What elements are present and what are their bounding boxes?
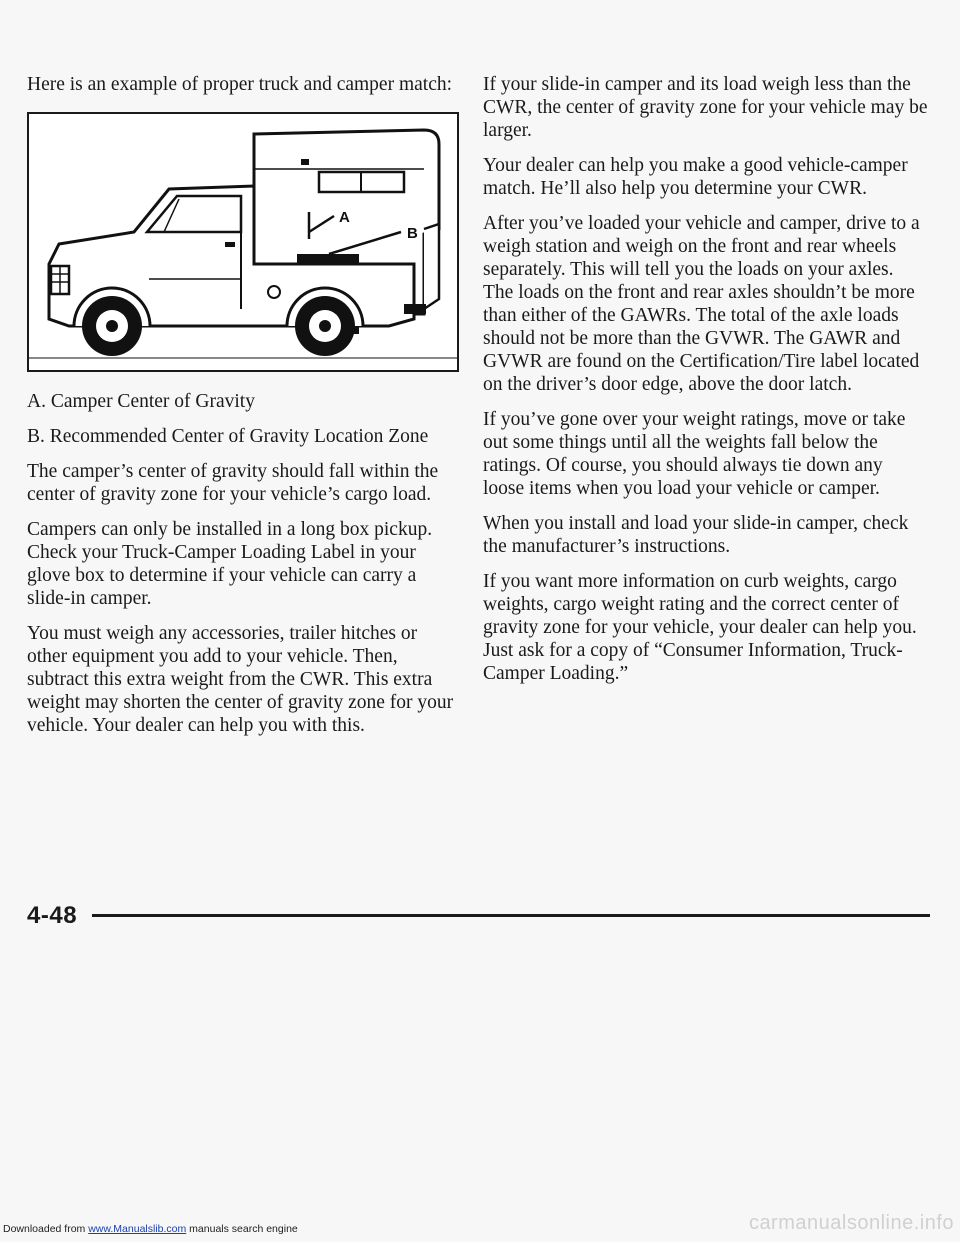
download-footer xyxy=(3,1223,298,1235)
right-paragraph: If you want more information on curb weights, cargo weights, cargo weight rating and the correct center of gravity zone for your vehicle, your dealer can help you. Just ask for a copy of “Consumer Information, Truck-Camper Loading.” xyxy=(483,571,917,684)
label-a: A xyxy=(339,209,350,226)
footer-prefix: Downloaded from xyxy=(3,1223,89,1235)
manualslib-link[interactable]: www.Manualslib.com xyxy=(88,1223,187,1235)
right-paragraph: After you’ve loaded your vehicle and camper, drive to a weigh station and weigh on the front and rear wheels separately. This will tell you the loads on your axles. The loads on the front and rear axles shouldn’t be more than either of the GAWRs. The total of the axle loads should not be more than the GVWR. The GAWR and GVWR are found on the Certification/Tire label located on the driver’s door edge, above the door latch. xyxy=(483,213,920,395)
left-paragraph: Campers can only be installed in a long box pickup. Check your Truck-Camper Loading Label in your glove box to determine if your vehicle can carry a slide-in camper. xyxy=(27,519,433,609)
truck-camper-drawing xyxy=(29,114,457,370)
left-paragraph: The camper’s center of gravity should fall within the center of gravity zone for your vehicle’s cargo load. xyxy=(27,461,439,505)
caption-a: A. Camper Center of Gravity xyxy=(27,391,255,412)
page-rule xyxy=(92,914,930,917)
right-paragraph: If you’ve gone over your weight ratings, move or take out some things until all the weights fall below the ratings. Of course, you should always tie down any loose items when you load your vehicle or camper. xyxy=(483,409,906,499)
left-column xyxy=(27,73,462,749)
truck-camper-illustration xyxy=(27,112,459,372)
watermark: carmanualsonline.info xyxy=(748,1212,954,1234)
page-number: 4-48 xyxy=(27,902,78,929)
right-paragraph: Your dealer can help you make a good vehicle-camper match. He’ll also help you determine your CWR. xyxy=(483,155,908,199)
intro-text: Here is an example of proper truck and camper match: xyxy=(27,74,453,95)
footer-suffix: manuals search engine xyxy=(186,1223,298,1235)
left-paragraph: You must weigh any accessories, trailer hitches or other equipment you add to your vehicle. Then, subtract this extra weight from the CWR. This extra weight may shorten the center of gravity zone for your vehicle. Your dealer can help you with this. xyxy=(27,623,454,736)
right-column xyxy=(483,73,928,697)
label-b: B xyxy=(407,225,418,242)
right-paragraph: When you install and load your slide-in camper, check the manufacturer’s instructions. xyxy=(483,513,909,557)
right-paragraph: If your slide-in camper and its load weigh less than the CWR, the center of gravity zone for your vehicle may be larger. xyxy=(483,74,928,141)
caption-b: B. Recommended Center of Gravity Location Zone xyxy=(27,426,429,447)
